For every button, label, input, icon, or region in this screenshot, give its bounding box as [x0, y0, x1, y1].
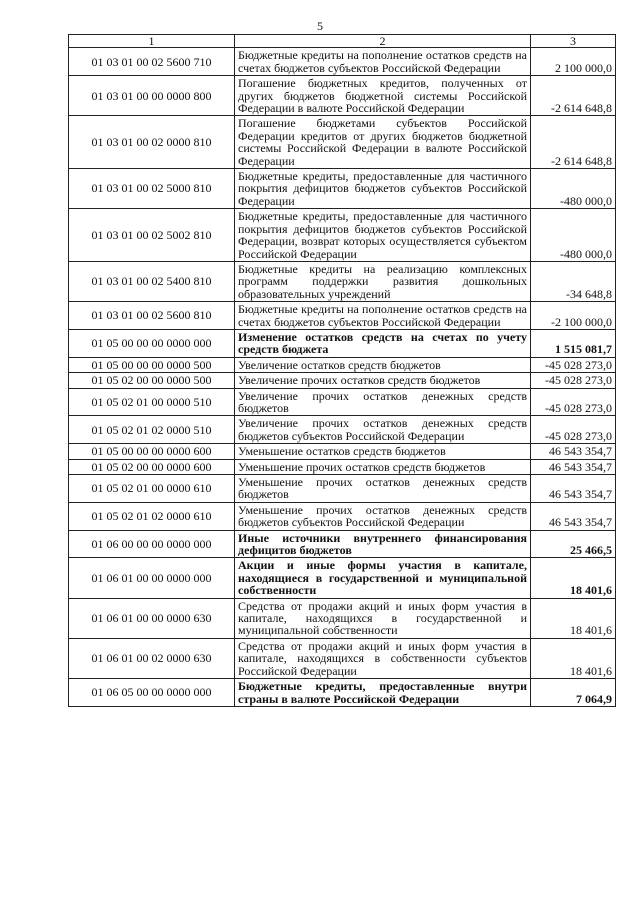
- table-row: [69, 357, 616, 372]
- row-name: Увеличение прочих остатков средств бюджетов: [235, 373, 531, 388]
- row-name: Бюджетные кредиты на пополнение остатков средств на счетах бюджетов субъектов Российской Федерации: [235, 302, 531, 330]
- row-value: -34 648,8: [531, 261, 616, 301]
- row-code: 01 06 05 00 00 0000 000: [69, 679, 235, 707]
- table-row: [69, 530, 616, 558]
- row-value: 2 100 000,0: [531, 48, 616, 76]
- row-code: 01 05 02 01 02 0000 510: [69, 416, 235, 444]
- row-code: 01 05 02 01 02 0000 610: [69, 502, 235, 530]
- row-code: 01 03 01 00 02 5400 810: [69, 261, 235, 301]
- row-name: Увеличение прочих остатков денежных средств бюджетов субъектов Российской Федерации: [235, 416, 531, 444]
- row-value: 46 543 354,7: [531, 475, 616, 503]
- row-value: -45 028 273,0: [531, 388, 616, 416]
- row-code: 01 06 00 00 00 0000 000: [69, 530, 235, 558]
- row-code: 01 06 01 00 02 0000 630: [69, 638, 235, 678]
- row-value: 1 515 081,7: [531, 329, 616, 357]
- table-row: [69, 475, 616, 503]
- row-name: Средства от продажи акций и иных форм участия в капитале, находящихся в собственности субъектов Российской Федерации: [235, 638, 531, 678]
- row-name: Иные источники внутреннего финансирования дефицитов бюджетов: [235, 530, 531, 558]
- table-row: [69, 416, 616, 444]
- row-code: 01 06 01 00 00 0000 630: [69, 598, 235, 638]
- row-name: Погашение бюджетных кредитов, полученных от других бюджетов бюджетной системы Российской Федерации в валюте Российской Федерации: [235, 76, 531, 116]
- table-row: [69, 169, 616, 209]
- row-name: Изменение остатков средств на счетах по учету средств бюджета: [235, 329, 531, 357]
- table-row: [69, 48, 616, 76]
- table-row: [69, 76, 616, 116]
- row-value: 25 466,5: [531, 530, 616, 558]
- row-code: 01 05 02 01 00 0000 610: [69, 475, 235, 503]
- table-row: [69, 388, 616, 416]
- table-row: [69, 502, 616, 530]
- table-body: [69, 48, 616, 707]
- row-name: Бюджетные кредиты на реализацию комплексных программ поддержки развития дошкольных образовательных учреждений: [235, 261, 531, 301]
- row-code: 01 03 01 00 02 0000 810: [69, 116, 235, 169]
- row-value: 46 543 354,7: [531, 502, 616, 530]
- row-name: Погашение бюджетами субъектов Российской Федерации кредитов от других бюджетов бюджетной системы Российской Федерации в валюте Российской Федерации: [235, 116, 531, 169]
- row-code: 01 05 00 00 00 0000 600: [69, 444, 235, 459]
- table-row: [69, 679, 616, 707]
- row-name: Акции и иные формы участия в капитале, находящиеся в государственной и муниципальной собственности: [235, 558, 531, 598]
- row-name: Бюджетные кредиты, предоставленные для частичного покрытия дефицитов бюджетов субъектов Российской Федерации: [235, 169, 531, 209]
- table-row: [69, 638, 616, 678]
- row-value: -2 614 648,8: [531, 76, 616, 116]
- row-value: 46 543 354,7: [531, 444, 616, 459]
- table-row: [69, 444, 616, 459]
- row-value: 7 064,9: [531, 679, 616, 707]
- row-value: -2 100 000,0: [531, 302, 616, 330]
- table-row: [69, 459, 616, 474]
- table-row: [69, 598, 616, 638]
- row-name: Уменьшение прочих остатков средств бюджетов: [235, 459, 531, 474]
- row-code: 01 03 01 00 02 5002 810: [69, 209, 235, 262]
- table-row: [69, 116, 616, 169]
- row-name: Уменьшение остатков средств бюджетов: [235, 444, 531, 459]
- row-value: -45 028 273,0: [531, 416, 616, 444]
- row-name: Уменьшение прочих остатков денежных средств бюджетов субъектов Российской Федерации: [235, 502, 531, 530]
- row-code: 01 05 00 00 00 0000 500: [69, 357, 235, 372]
- row-name: Бюджетные кредиты на пополнение остатков средств на счетах бюджетов субъектов Российской Федерации: [235, 48, 531, 76]
- row-name: Бюджетные кредиты, предоставленные для частичного покрытия дефицитов бюджетов субъектов Российской Федерации, возврат которых осуществляется субъектом Российской Федерации: [235, 209, 531, 262]
- table-header-row: [69, 35, 616, 48]
- row-code: 01 03 01 00 00 0000 800: [69, 76, 235, 116]
- row-name: Средства от продажи акций и иных форм участия в капитале, находящихся в государственной и муниципальной собственности: [235, 598, 531, 638]
- header-col-2: 2: [235, 35, 531, 48]
- sources-table: [68, 34, 616, 707]
- row-value: 18 401,6: [531, 598, 616, 638]
- row-name: Увеличение прочих остатков денежных средств бюджетов: [235, 388, 531, 416]
- row-code: 01 03 01 00 02 5000 810: [69, 169, 235, 209]
- row-value: -45 028 273,0: [531, 357, 616, 372]
- row-value: 46 543 354,7: [531, 459, 616, 474]
- table-row: [69, 261, 616, 301]
- row-name: Уменьшение прочих остатков денежных средств бюджетов: [235, 475, 531, 503]
- row-code: 01 05 02 01 00 0000 510: [69, 388, 235, 416]
- row-value: -480 000,0: [531, 169, 616, 209]
- header-col-1: 1: [69, 35, 235, 48]
- table-row: [69, 209, 616, 262]
- row-value: 18 401,6: [531, 638, 616, 678]
- row-code: 01 06 01 00 00 0000 000: [69, 558, 235, 598]
- row-value: -2 614 648,8: [531, 116, 616, 169]
- page-number: 5: [317, 19, 323, 33]
- row-name: Увеличение остатков средств бюджетов: [235, 357, 531, 372]
- table-row: [69, 302, 616, 330]
- row-code: 01 03 01 00 02 5600 810: [69, 302, 235, 330]
- row-value: -45 028 273,0: [531, 373, 616, 388]
- header-col-3: 3: [531, 35, 616, 48]
- row-value: -480 000,0: [531, 209, 616, 262]
- row-value: 18 401,6: [531, 558, 616, 598]
- row-code: 01 03 01 00 02 5600 710: [69, 48, 235, 76]
- row-code: 01 05 00 00 00 0000 000: [69, 329, 235, 357]
- table-row: [69, 558, 616, 598]
- row-name: Бюджетные кредиты, предоставленные внутри страны в валюте Российской Федерации: [235, 679, 531, 707]
- row-code: 01 05 02 00 00 0000 500: [69, 373, 235, 388]
- table-row: [69, 373, 616, 388]
- table-row: [69, 329, 616, 357]
- row-code: 01 05 02 00 00 0000 600: [69, 459, 235, 474]
